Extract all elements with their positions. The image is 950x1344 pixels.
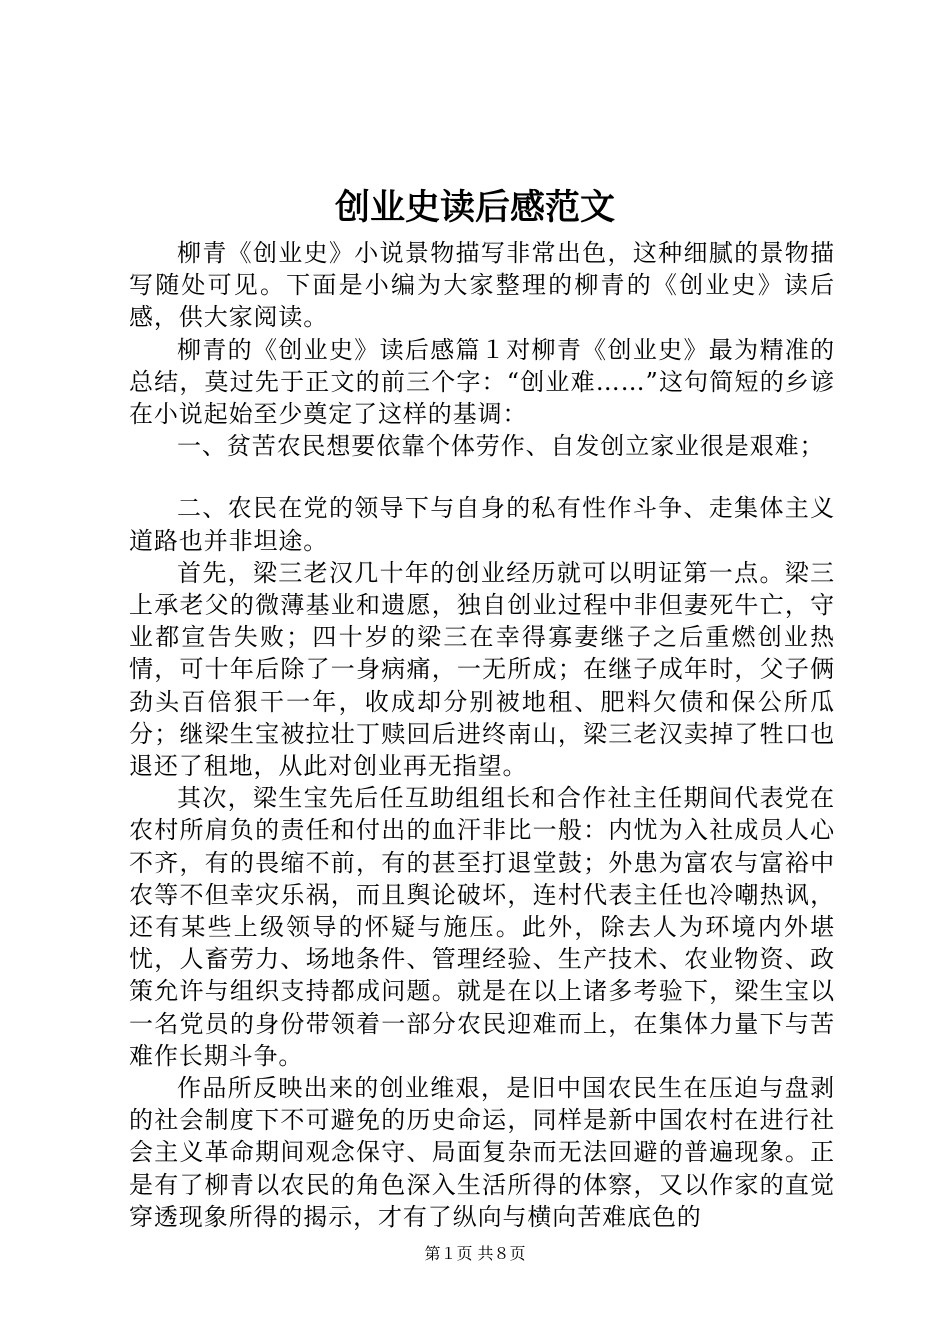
paragraph-gap [129,462,835,492]
paragraph-intro: 柳青《创业史》小说景物描写非常出色，这种细腻的景物描写随处可见。下面是小编为大家整理的柳青的《创业史》读后感，供大家阅读。 [129,239,835,332]
paragraph-first-argument: 首先，梁三老汉几十年的创业经历就可以明证第一点。梁三上承老父的微薄基业和遗愿，独自创业过程中非但妻死牛亡，守业都宣告失败；四十岁的梁三在幸得寡妻继子之后重燃创业热情，可十年后除了一身病痛，一无所成；在继子成年时，父子俩劲头百倍狠干一年，收成却分别被地租、肥料欠债和保公所瓜分；继梁生宝被拉壮丁赎回后进终南山，梁三老汉卖掉了牲口也退还了租地，从此对创业再无指望。 [129,558,835,781]
page-footer: 第１页 共８页 [424,1244,526,1263]
paragraph-review-opening: 柳青的《创业史》读后感篇１对柳青《创业史》最为精准的总结，莫过先于正文的前三个字：“创业难……”这句简短的乡谚在小说起始至少奠定了这样的基调： [129,335,835,429]
document-title: 创业史读后感范文 [334,187,615,228]
paragraph-point-one: 一、贫苦农民想要依靠个体劳作、自发创立家业很是艰难； [177,432,825,461]
document-body [129,237,835,1233]
paragraph-second-argument: 其次，梁生宝先后任互助组组长和合作社主任期间代表党在农村所肩负的责任和付出的血汗非比一般：内忧为入社成员人心不齐，有的畏缩不前，有的甚至打退堂鼓；外患为富农与富裕中农等不但幸灾乐祸，而且舆论破坏，连村代表主任也冷嘲热讽，还有某些上级领导的怀疑与施压。此外，除去人为环境内外堪忧，人畜劳力、场地条件、管理经验、生产技术、农业物资、政策允许与组织支持都成问题。就是在以上诸多考验下，梁生宝以一名党员的身份带领着一部分农民迎难而上，在集体力量下与苦难作长期斗争。 [129,784,835,1070]
paragraph-conclusion: 作品所反映出来的创业维艰，是旧中国农民生在压迫与盘剥的社会制度下不可避免的历史命运，同样是新中国农村在进行社会主义革命期间观念保守、局面复杂而无法回避的普遍现象。正是有了柳青以农民的角色深入生活所得的体察，又以作家的直觉穿透现象所得的揭示，才有了纵向与横向苦难底色的 [129,1074,835,1231]
paragraph-point-two: 二、农民在党的领导下与自身的私有性作斗争、走集体主义道路也并非坦途。 [129,494,835,555]
